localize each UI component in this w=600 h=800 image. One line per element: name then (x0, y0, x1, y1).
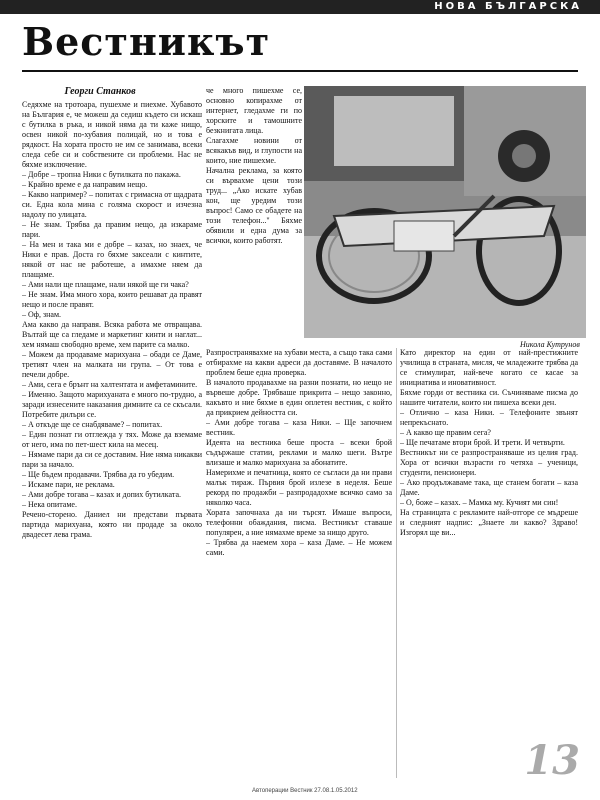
header-band (0, 0, 600, 14)
title-rule (22, 70, 578, 72)
article-column-4 (400, 348, 578, 728)
paragraph: – Ами добре тогава – каза Ники. – Ще започнем вестник. (206, 418, 392, 437)
paragraph: На страницата с рекламите най-отгоре се мъдреше и следният надпис: „Знаете ли какво? Здраво! Изгорял ще ви... (400, 508, 578, 537)
footer-imprint: Автоперации Вестник 27.08.1.05.2012 (252, 788, 358, 794)
paragraph: – Отлично – каза Ники. – Телефоните звънят непрекъснато. (400, 408, 578, 427)
article-photo (304, 86, 586, 338)
paragraph: – Можем да продаваме марихуана – обади се Даме, третият член на малката ни група. – От това е печели добре. (22, 350, 202, 379)
paragraph: – Нека опитаме. (22, 500, 77, 509)
paragraph: – Именно. Защото марихуаната е много по-трудно, а заради изнесените наказания димните са се скъсали. Потребите дилъри се. (22, 390, 202, 419)
photo-illustration (304, 86, 586, 338)
photo-credit: Никола Кутрунов (520, 340, 580, 349)
paragraph: – Един познат ги отглежда у тях. Може да вземаме от него, има по пет-шест кила на месец. (22, 430, 202, 449)
paragraph: Слагахме новини от всякакъв вид, и глупости на които, ние пишехме. (206, 136, 302, 165)
paragraph: – На мен и така ми е добре – казах, но знаех, че Ники е прав. Доста го бяхме заксеали с кинтите, някой от нас не работеше, а имахме няем да плащаме. (22, 240, 202, 279)
paragraph: Седяхме на тротоара, пушехме и пиехме. Хубавото на България е, че можеш да седиш където си искаш с бутилка в ръка, и никой няма да ти каже нищо, освен никой по-хубавия полицай, но и това е рядкост. На хората просто не им се занимава, всеки следа себе си и собствените си проблеми. Нас не бяхме изключение. (22, 100, 202, 169)
paragraph: В началото продавахме на разни познати, но нещо не вървеше добре. Трябваше прикрита – нещо законно, какъвто и ние бяхме в един оплетен вестник, с който да прикрием дейността си. (206, 378, 392, 417)
paragraph: че много пишехме се, основно копирахме от интернет, гледахме ги по хорските и тамошните безкнигата лица. (206, 86, 302, 135)
paragraph: – Не знам. Трябва да правим нещо, да изкараме пари. (22, 220, 202, 239)
paragraph: – Какво например? – попитах с гримасна от щадрата си. Една кола мина с голяма скорост и изчезна надолу по улицата. (22, 190, 202, 219)
paragraph: – Ами нали ще плащаме, нали някой ще ги чака? (22, 280, 189, 289)
paragraph: Намерихме и печатница, която се съгласи да ни прави малък тираж. Първия брой излезе в неделя. Беше рекорд по продажби – разпродадохме всичко само за няколко часа. (206, 468, 392, 507)
paragraph: Ама какво да направя. Всяка работа ме отвращава. Вълтай ще са гледаме и маркетинг кинти и наглат... хем нямаш свободно време, хем парите са малко. (22, 320, 202, 349)
paragraph: – Нямаме пари да си се доставим. Ние няма никакви пари за начало. (22, 450, 202, 469)
paragraph: – А какво ще правим сега? (400, 428, 491, 437)
paragraph: – Ами, сега е брънт на халтентата и амфетамините. (22, 380, 198, 389)
paragraph: Начална реклама, за която си вървахме цени този труд... „Ако искате хубав кон, ще уредим този въпрос! Само се обадете на този телефон..." Бяхме обявили и една дума за всички, които работят. (206, 166, 302, 245)
paragraph: – Ако продължаваме така, ще станем богати – каза Даме. (400, 478, 578, 497)
paragraph: Като директор на един от най-престижните училища в страната, мисля, че младежите трябва да се стимулират, най-вече когато се касае за инициатива и иновативност. (400, 348, 578, 387)
paragraph: Разпространявахме на хубави места, а също така сами отбирахме на какви адреси да доставяме. В началото проблем беше една проверка. (206, 348, 392, 377)
paragraph: – Не знам. Има много хора, които решават да правят нещо и после правят. (22, 290, 202, 309)
article-column-1 (22, 100, 202, 775)
paragraph: Идеята на вестника беше проста – всеки брой съдържаше статии, реклами и малко шеги. Вътре влизаше и малко марихуана за абонатите. (206, 438, 392, 467)
paragraph: – Трябва да наемем хора – каза Даме. – Не можем сами. (206, 538, 392, 557)
page-number: 13 (524, 737, 580, 784)
paragraph: Хората започнаха да ни търсят. Имаше въпроси, телефонни обаждания, писма. Вестникът ставаше популярен, а ние нямахме време за нищо друго. (206, 508, 392, 537)
paragraph: – Искаме пари, не реклама. (22, 480, 115, 489)
paragraph: – Ще печатаме втори брой. И трети. И четвърти. (400, 438, 565, 447)
paragraph: – Добре – тропна Ники с бутилката по пакажа. (22, 170, 181, 179)
paragraph: – Крайно време е да направим нещо. (22, 180, 148, 189)
byline: Георги Станков (64, 86, 136, 97)
column-divider (396, 348, 397, 778)
article-column-3 (206, 348, 392, 778)
paragraph: – Ще бъдем продавачи. Трябва да го убедим. (22, 470, 175, 479)
article-column-2 (206, 86, 302, 346)
section-label: НОВА БЪЛГАРСКА (434, 1, 582, 12)
paragraph: Вестникът ни се разпространяваше из целия град. Хора от всички възрасти го четяха – ученици, студенти, пенсионери. (400, 448, 578, 477)
paragraph: – О, боже – казах. – Мамка му. Кучият ми син! (400, 498, 559, 507)
paragraph: Речено-сторено. Даниел ни представи първата партида марихуана, която ни продаде за около двадесет лева грама. (22, 510, 202, 539)
paragraph: Бяхме горди от вестника си. Съчиняваме писма до нашите читатели, които ни пишеха всеки ден. (400, 388, 578, 407)
paragraph: – Ами добре тогава – казах и допих бутилката. (22, 490, 181, 499)
paragraph: – А откъде ще се снабдяваме? – попитах. (22, 420, 163, 429)
paragraph: – Оф, знам. (22, 310, 62, 319)
page-title: Вестникът (22, 19, 271, 64)
